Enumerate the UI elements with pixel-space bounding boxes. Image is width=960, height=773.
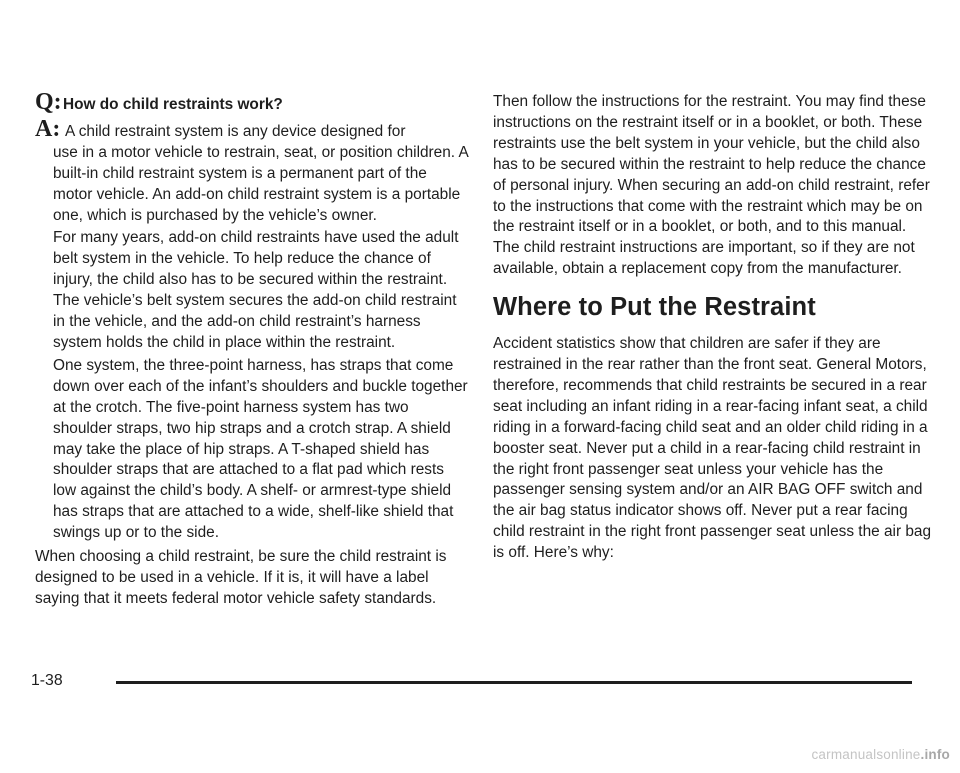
right-intro-paragraph: Then follow the instructions for the restraint. You may find these instructions on the restraint itself or in a booklet, or both. These restraints use the belt system in your vehicle, but the child also has to be secured within the restraint to help reduce the chance of personal injury. When securing an add-on child restraint, refer to the instructions that come with the restraint which may be on the restraint itself or in a booklet, or both, and to this manual. The child restraint instructions are important, so if they are not available, obtain a replacement copy from the manufacturer. bbox=[493, 93, 930, 278]
question-marker: Q: bbox=[35, 89, 62, 115]
answer-continuation: use in a motor vehicle to restrain, seat, or position children. A built-in child restraint system is a permanent part of the motor vehicle. An add-on child restraint system is a portable one, which is purchased by the vehicle’s owner. bbox=[53, 143, 468, 224]
answer-paragraph-3: One system, the three-point harness, has straps that come down over each of the infant’s shoulders and buckle together at the crotch. The five-point harness system has two shoulder straps, two hip straps and a crotch strap. A shield may take the place of hip straps. A T-shaped shield has shoulder straps that are attached to a flat pad which rests low against the child’s body. A shelf- or armrest-type shield has straps that are attached to a wide, shelf-like shield that swings up or to the side. bbox=[53, 356, 468, 542]
section-heading: Where to Put the Restraint bbox=[493, 293, 816, 322]
answer-first-line: A child restraint system is any device designed for bbox=[65, 122, 406, 140]
answer-row bbox=[35, 115, 470, 143]
answer-paragraph-2: For many years, add-on child restraints have used the adult belt system in the vehicle. To help reduce the chance of injury, the child also has to be secured within the restraint. The vehicle’s belt system secures the add-on child restraint in the vehicle, and the add-on child restraint’s harness system holds the child in place within the restraint. bbox=[53, 229, 459, 351]
question-row bbox=[35, 89, 470, 116]
watermark-prefix: carmanualsonline bbox=[811, 747, 921, 762]
question-text: How do child restraints work? bbox=[63, 96, 283, 113]
watermark bbox=[811, 747, 950, 762]
right-body-paragraph: Accident statistics show that children are safer if they are restrained in the rear rather than the front seat. General Motors, therefore, recommends that child restraints be secured in a rear seat including an infant riding in a rear-facing infant seat, a child riding in a forward-facing child seat and an older child riding in a booster seat. Never put a child in a rear-facing child restraint in the right front passenger seat unless your vehicle has the passenger sensing system and/or an AIR BAG OFF switch and the air bag status indicator shows off. Never put a rear facing child restraint in the right front passenger seat unless the air bag is off. Here’s why: bbox=[493, 335, 932, 562]
answer-marker: A: bbox=[35, 115, 61, 142]
page-number: 1-38 bbox=[31, 672, 63, 689]
right-column bbox=[493, 92, 933, 564]
watermark-suffix: .info bbox=[920, 747, 950, 762]
footer-rule bbox=[116, 681, 912, 684]
left-closing-paragraph: When choosing a child restraint, be sure the child restraint is designed to be used in a vehicle. If it is, it will have a label saying that it meets federal motor vehicle safety standards. bbox=[35, 548, 447, 607]
left-column bbox=[35, 89, 470, 610]
